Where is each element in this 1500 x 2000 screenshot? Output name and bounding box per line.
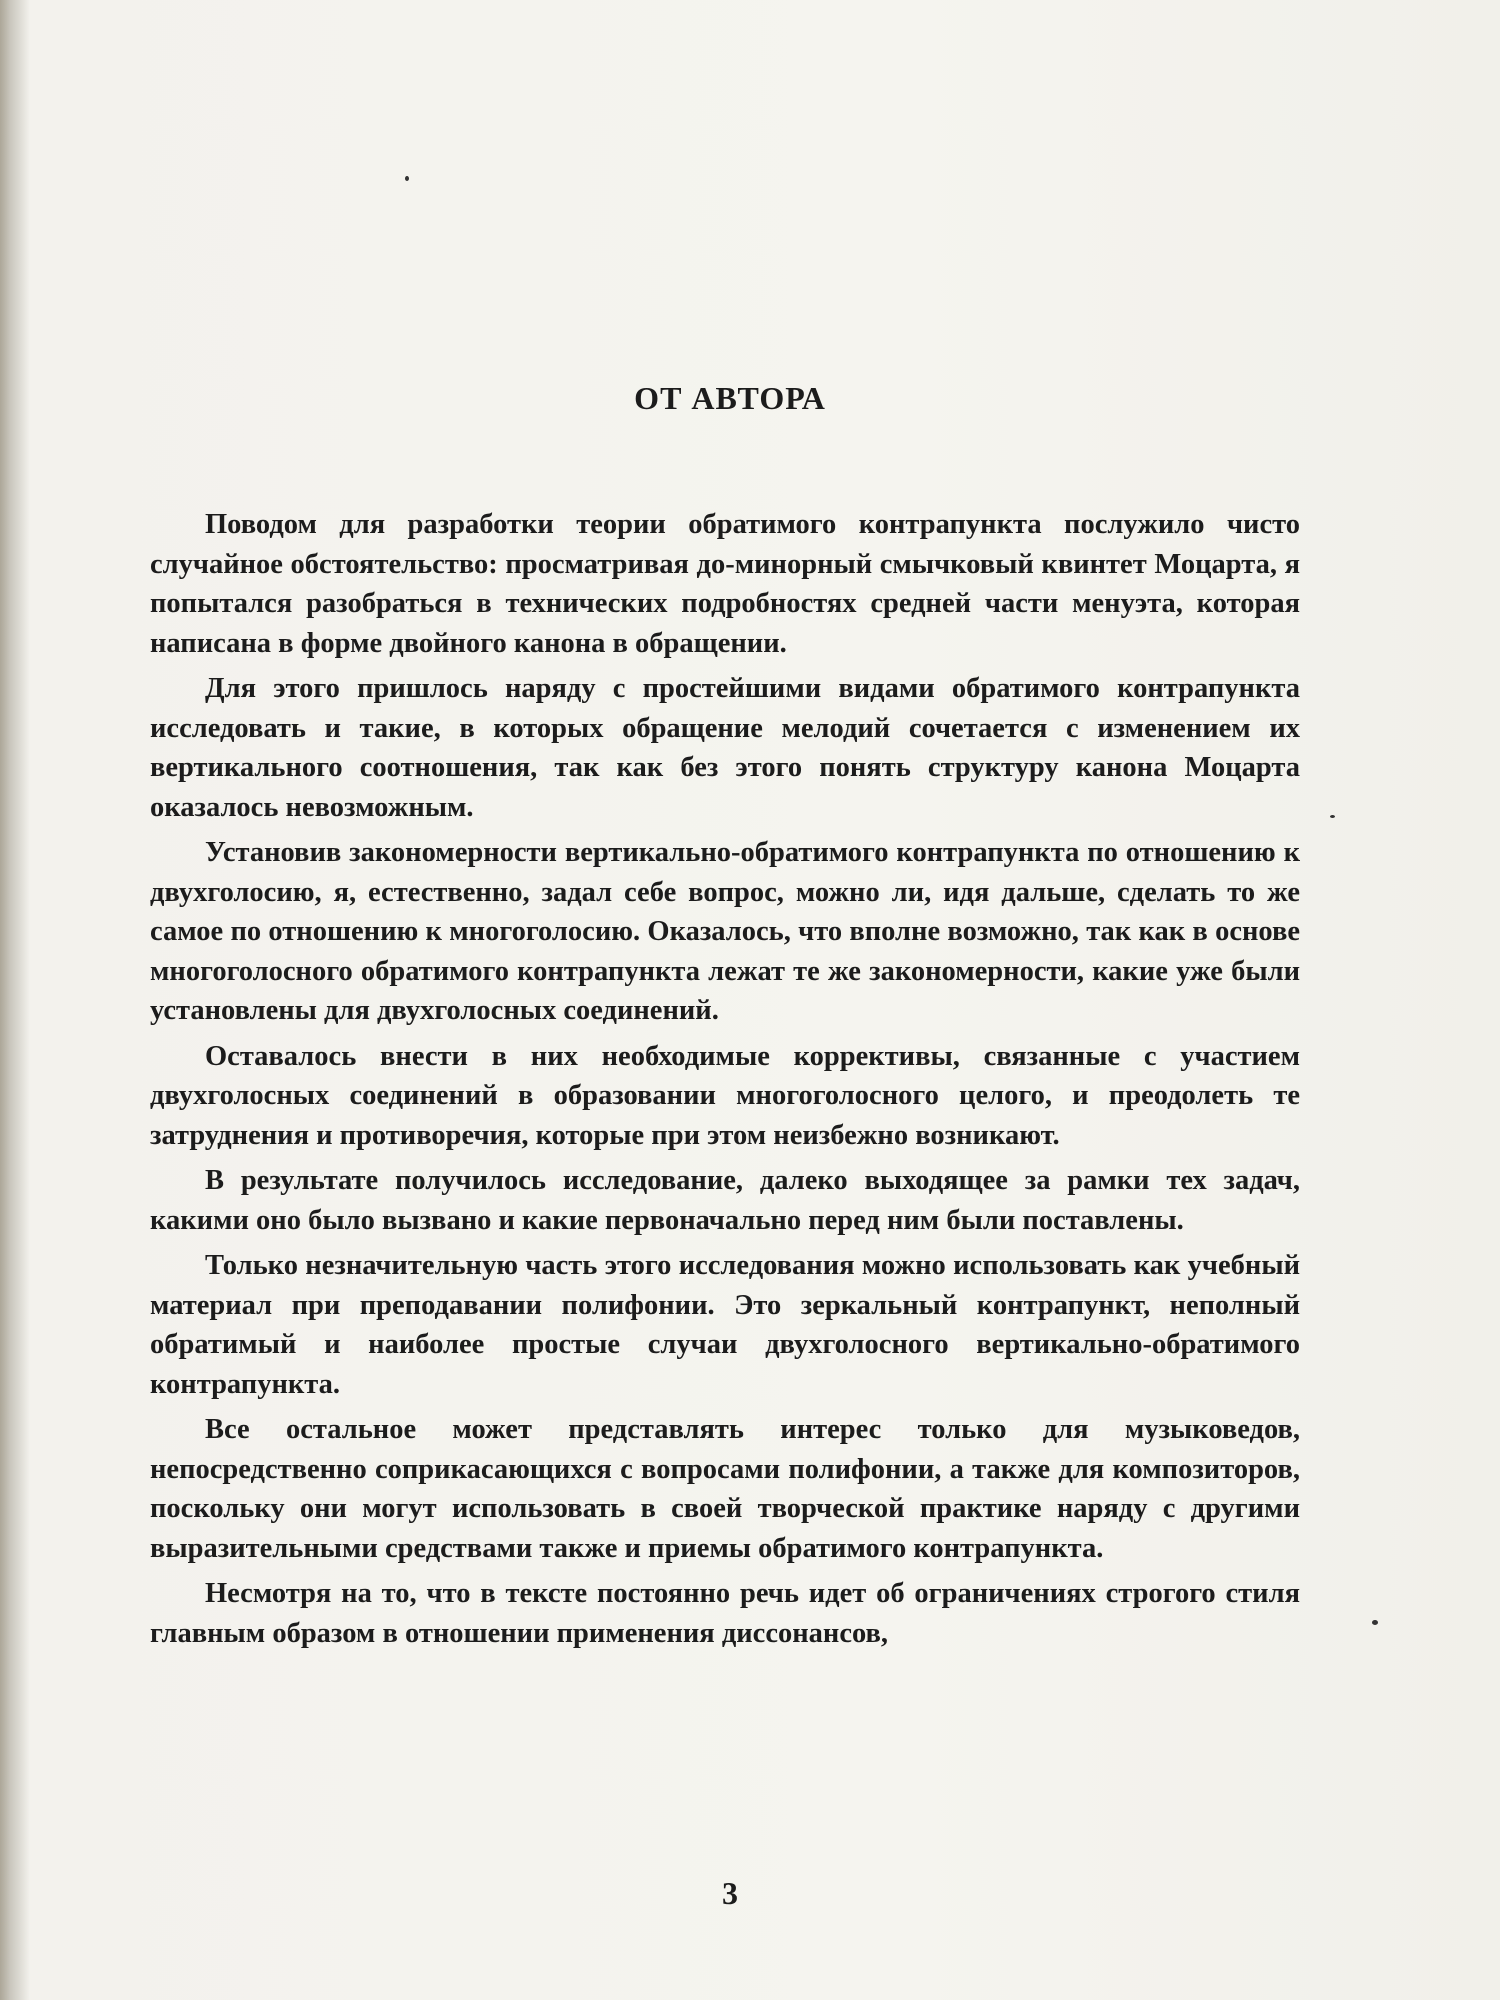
paragraph: Только незначительную часть этого исследования можно использовать как учебный материал при преподавании полифонии. Это зеркальный контрапункт, неполный обратимый и наиболее простые случаи двухголосного вертикально-обратимого контрапункта.	[150, 1250, 1300, 1400]
paragraph: В результате получилось исследование, далеко выходящее за рамки тех задач, какими оно было вызвано и какие первоначально перед ним были поставлены.	[150, 1165, 1300, 1236]
page-title: ОТ АВТОРА	[634, 380, 826, 416]
body-text	[150, 505, 1300, 1659]
paper-speck	[1330, 815, 1335, 818]
paragraph: Для этого пришлось наряду с простейшими видами обратимого контрапункта исследовать и такие, в которых обращение мелодий сочетается с изменением их вертикального соотношения, так как без этого понять структуру канона Моцарта оказалось невозможным.	[150, 673, 1300, 823]
paragraph: Все остальное может представлять интерес только для музыковедов, непосредственно соприкасающихся с вопросами полифонии, а также для композиторов, поскольку они могут использовать в своей творческой практике наряду с другими выразительными средствами также и приемы обратимого контрапункта.	[150, 1414, 1300, 1564]
paper-speck	[405, 176, 409, 181]
paragraph: Оставалось внести в них необходимые коррективы, связанные с участием двухголосных соединений в образовании многоголосного целого, и преодолеть те затруднения и противоречия, которые при этом неизбежно возникают.	[150, 1040, 1300, 1151]
paragraph: Несмотря на то, что в тексте постоянно речь идет об ограничениях строгого стиля главным образом в отношении применения диссонансов,	[150, 1578, 1300, 1649]
paragraph: Поводом для разработки теории обратимого контрапункта послужило чисто случайное обстоятельство: просматривая до-минорный смычковый квинтет Моцарта, я попытался разобраться в технических подробностях средней части менуэта, которая написана в форме двойного канона в обращении.	[150, 509, 1300, 659]
paragraph: Установив закономерности вертикально-обратимого контрапункта по отношению к двухголосию, я, естественно, задал себе вопрос, можно ли, идя дальше, сделать то же самое по отношению к многоголосию. Оказалось, что вполне возможно, так как в основе многоголосного обратимого контрапункта лежат те же закономерности, какие уже были установлены для двухголосных соединений.	[150, 837, 1300, 1026]
paper-speck	[1372, 1620, 1378, 1625]
page-number: 3	[722, 1875, 738, 1911]
